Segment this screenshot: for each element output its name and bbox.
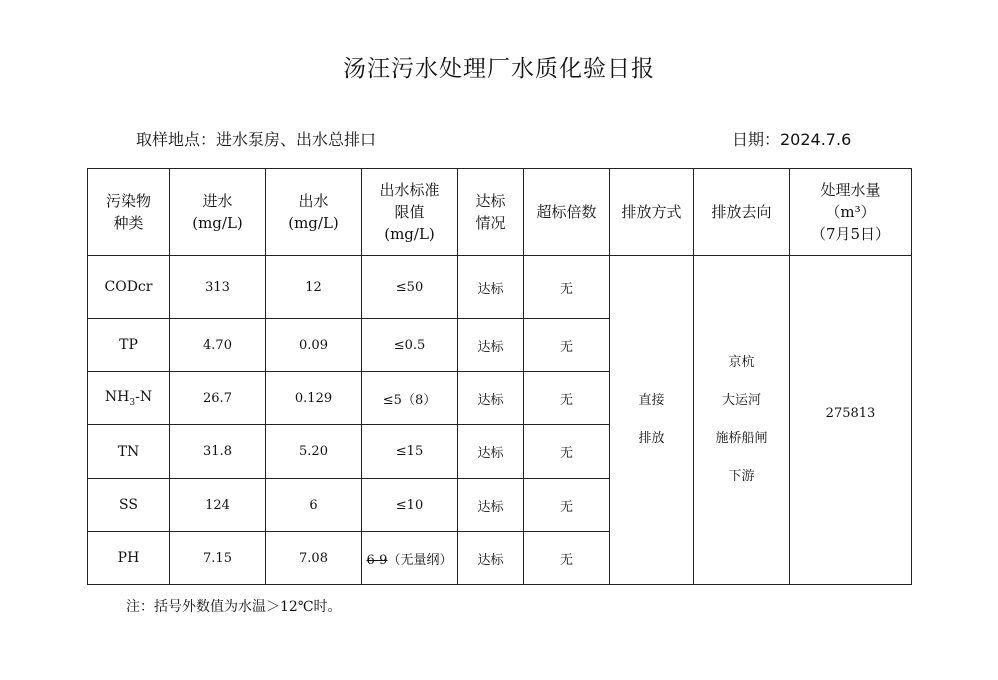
inlet-value: 313 [170,256,266,319]
header-pollutant-line1: 污染物 [105,192,151,210]
header-volume [790,169,912,256]
header-inlet [170,169,266,256]
exceed-value: 无 [524,479,610,532]
header-volume-line3: （7月5日） [810,225,891,243]
header-outlet [266,169,362,256]
header-volume-line1: 处理水量 [820,181,881,199]
discharge-method-cell [610,256,694,585]
limit-value: ≤5（8） [362,372,458,425]
header-limit-line2: 限值 [394,203,425,221]
limit-value-unit: （无量纲） [387,552,453,568]
limit-value: ≤10 [362,479,458,532]
pollutant-name [88,372,170,425]
limit-value: ≤0.5 [362,319,458,372]
header-inlet-line1: 进水 [202,192,233,210]
discharge-dest-line2: 大运河 [721,393,761,408]
outlet-value: 12 [266,256,362,319]
exceed-value: 无 [524,532,610,585]
header-outlet-line1: 出水 [298,192,329,210]
status-value: 达标 [458,319,524,372]
report-title: 汤汪污水处理厂水质化验日报 [343,56,655,82]
header-volume-line2: （m³） [825,203,876,221]
header-pollutant-line2: 种类 [113,214,144,232]
status-value: 达标 [458,479,524,532]
outlet-value: 6 [266,479,362,532]
discharge-dest-line3: 施桥船闸 [715,431,768,446]
status-value: 达标 [458,532,524,585]
table-row [88,256,912,319]
outlet-value: 7.08 [266,532,362,585]
pollutant-name: TP [88,319,170,372]
header-status-line1: 达标 [475,192,506,210]
outlet-value: 0.129 [266,372,362,425]
exceed-value: 无 [524,319,610,372]
inlet-value: 4.70 [170,319,266,372]
pollutant-name-tail: -N [135,388,153,405]
header-discharge-dest: 排放去向 [694,169,790,256]
water-quality-table [87,168,912,585]
discharge-method-line1: 直接 [638,393,665,408]
discharge-method-line2: 排放 [638,431,665,446]
header-limit-line1: 出水标准 [379,181,440,199]
footnote: 注：括号外数值为水温＞12℃时。 [126,599,342,615]
pollutant-name: TN [88,425,170,479]
discharge-dest-cell [694,256,790,585]
inlet-value: 31.8 [170,425,266,479]
report-date: 日期：2024.7.6 [732,130,852,149]
outlet-value: 0.09 [266,319,362,372]
sampling-location: 取样地点：进水泵房、出水总排口 [136,130,377,149]
limit-value: ≤50 [362,256,458,319]
limit-value-struck: 6-9 [366,552,388,568]
discharge-dest-line4: 下游 [728,469,755,484]
exceed-value: 无 [524,425,610,479]
inlet-value: 124 [170,479,266,532]
header-inlet-line2: (mg/L) [192,214,243,232]
inlet-value: 7.15 [170,532,266,585]
status-value: 达标 [458,372,524,425]
pollutant-name-main: NH [104,388,130,405]
exceed-value: 无 [524,256,610,319]
pollutant-name: SS [88,479,170,532]
exceed-value: 无 [524,372,610,425]
header-pollutant [88,169,170,256]
status-value: 达标 [458,256,524,319]
limit-value [362,532,458,585]
header-limit-line3: (mg/L) [384,225,435,243]
pollutant-name: PH [88,532,170,585]
pollutant-name: CODcr [88,256,170,319]
header-limit [362,169,458,256]
discharge-dest-line1: 京杭 [728,355,755,370]
header-status-line2: 情况 [475,214,506,232]
header-row [88,169,912,256]
limit-value: ≤15 [362,425,458,479]
header-status [458,169,524,256]
status-value: 达标 [458,425,524,479]
header-discharge-method: 排放方式 [610,169,694,256]
inlet-value: 26.7 [170,372,266,425]
outlet-value: 5.20 [266,425,362,479]
header-outlet-line2: (mg/L) [288,214,339,232]
volume-value: 275813 [790,256,912,585]
pollutant-name-subscript: 3 [129,397,136,408]
header-exceed: 超标倍数 [524,169,610,256]
